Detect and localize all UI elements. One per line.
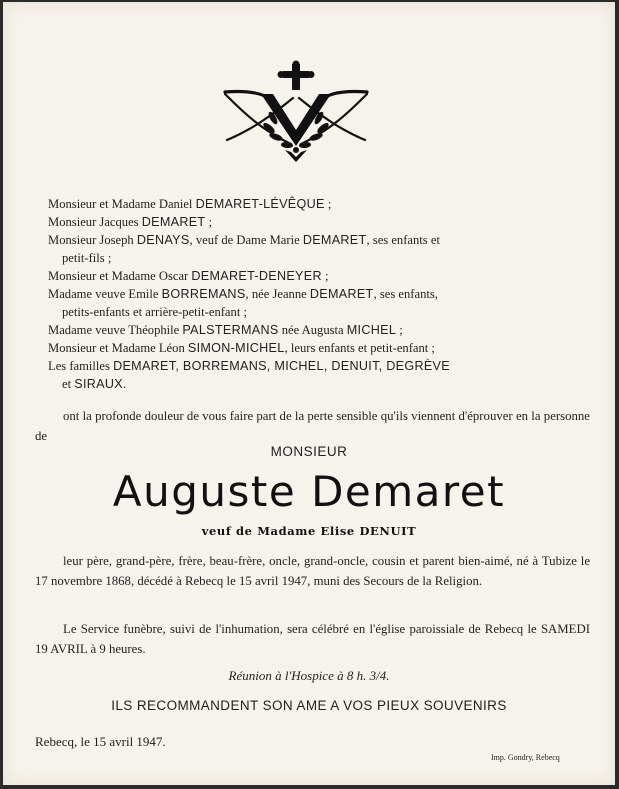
family-text: et	[62, 377, 75, 391]
family-surname: DEMARET	[302, 233, 367, 247]
family-surname: PALSTERMANS	[182, 323, 279, 337]
family-line	[48, 249, 593, 267]
family-text: Madame veuve Emile	[48, 287, 162, 301]
family-text: Monsieur et Madame Oscar	[48, 269, 192, 283]
family-text: , veuf de Dame Marie	[189, 233, 303, 247]
family-text: ;	[324, 197, 332, 211]
reunion-text: Réunion à l'Hospice à 8 h. 3/4.	[228, 668, 390, 683]
family-line	[48, 231, 593, 249]
family-line	[48, 267, 593, 285]
family-text: petit-fils ;	[62, 251, 112, 265]
family-text: ;	[321, 269, 329, 283]
family-surname: SIRAUX	[74, 377, 123, 391]
deceased-name: Auguste Demaret	[112, 467, 506, 516]
family-text: Madame veuve Théophile	[48, 323, 183, 337]
printer-credit: Imp. Gondry, Rebecq	[491, 753, 560, 762]
family-text: née Augusta	[278, 323, 347, 337]
family-text: ;	[396, 323, 403, 337]
mourning-notice	[3, 2, 615, 785]
family-surname: DENAYS	[136, 233, 190, 247]
family-line	[48, 303, 593, 321]
family-line	[48, 375, 593, 393]
family-text: , ses enfants et	[366, 233, 440, 247]
widower-line: veuf de Madame Elise DENUIT	[201, 524, 417, 538]
family-surname: MICHEL	[346, 323, 397, 337]
recommendation-text: ILS RECOMMANDENT SON AME A VOS PIEUX SOUVENIRS	[111, 698, 507, 713]
family-text: ;	[205, 215, 213, 229]
family-text: Monsieur et Madame Daniel	[48, 197, 196, 211]
family-line	[48, 213, 593, 231]
family-line	[48, 195, 593, 213]
family-text: Monsieur et Madame Léon	[48, 341, 188, 355]
family-text: Monsieur Jacques	[48, 215, 142, 229]
family-text: , ses enfants,	[373, 287, 438, 301]
family-surname: DEMARET, BORREMANS, MICHEL, DENUIT, DEGRÈVE	[113, 359, 450, 373]
family-text: , née Jeanne	[245, 287, 310, 301]
family-surname: BORREMANS	[161, 287, 246, 301]
biography-text: leur père, grand-père, frère, beau-frère, oncle, grand-oncle, cousin et parent bien-aimé, né à Tubize le 17 novembre 1868, décédé à Rebecq le 15 avril 1947, muni des Secours de la Religion.	[35, 554, 590, 588]
family-surname: DEMARET	[309, 287, 374, 301]
family-line	[48, 321, 593, 339]
family-line	[48, 339, 593, 357]
cross-monogram-emblem	[221, 60, 371, 164]
notice-date: Rebecq, le 15 avril 1947.	[35, 734, 166, 749]
deceased-title: MONSIEUR	[270, 444, 348, 459]
family-text: , leurs enfants et petit-enfant ;	[284, 341, 435, 355]
service-text: Le Service funèbre, suivi de l'inhumation, sera célébré en l'église paroissiale de Rebecq le SAMEDI 19 AVRIL à 9 heures.	[35, 622, 590, 656]
family-surname: SIMON-MICHEL	[187, 341, 285, 355]
family-text: Les familles	[48, 359, 114, 373]
family-surname: DEMARET-LÉVÊQUE	[195, 197, 325, 211]
family-text: petits-enfants et arrière-petit-enfant ;	[62, 305, 247, 319]
family-text: .	[122, 377, 127, 391]
family-surname: DEMARET	[141, 215, 206, 229]
family-list	[48, 195, 593, 393]
family-surname: DEMARET-DENEYER	[191, 269, 322, 283]
family-line	[48, 357, 593, 375]
family-line	[48, 285, 593, 303]
family-text: Monsieur Joseph	[48, 233, 137, 247]
intro-text: ont la profonde douleur de vous faire part de la perte sensible qu'ils viennent d'éprouver en la personne de	[35, 409, 590, 443]
